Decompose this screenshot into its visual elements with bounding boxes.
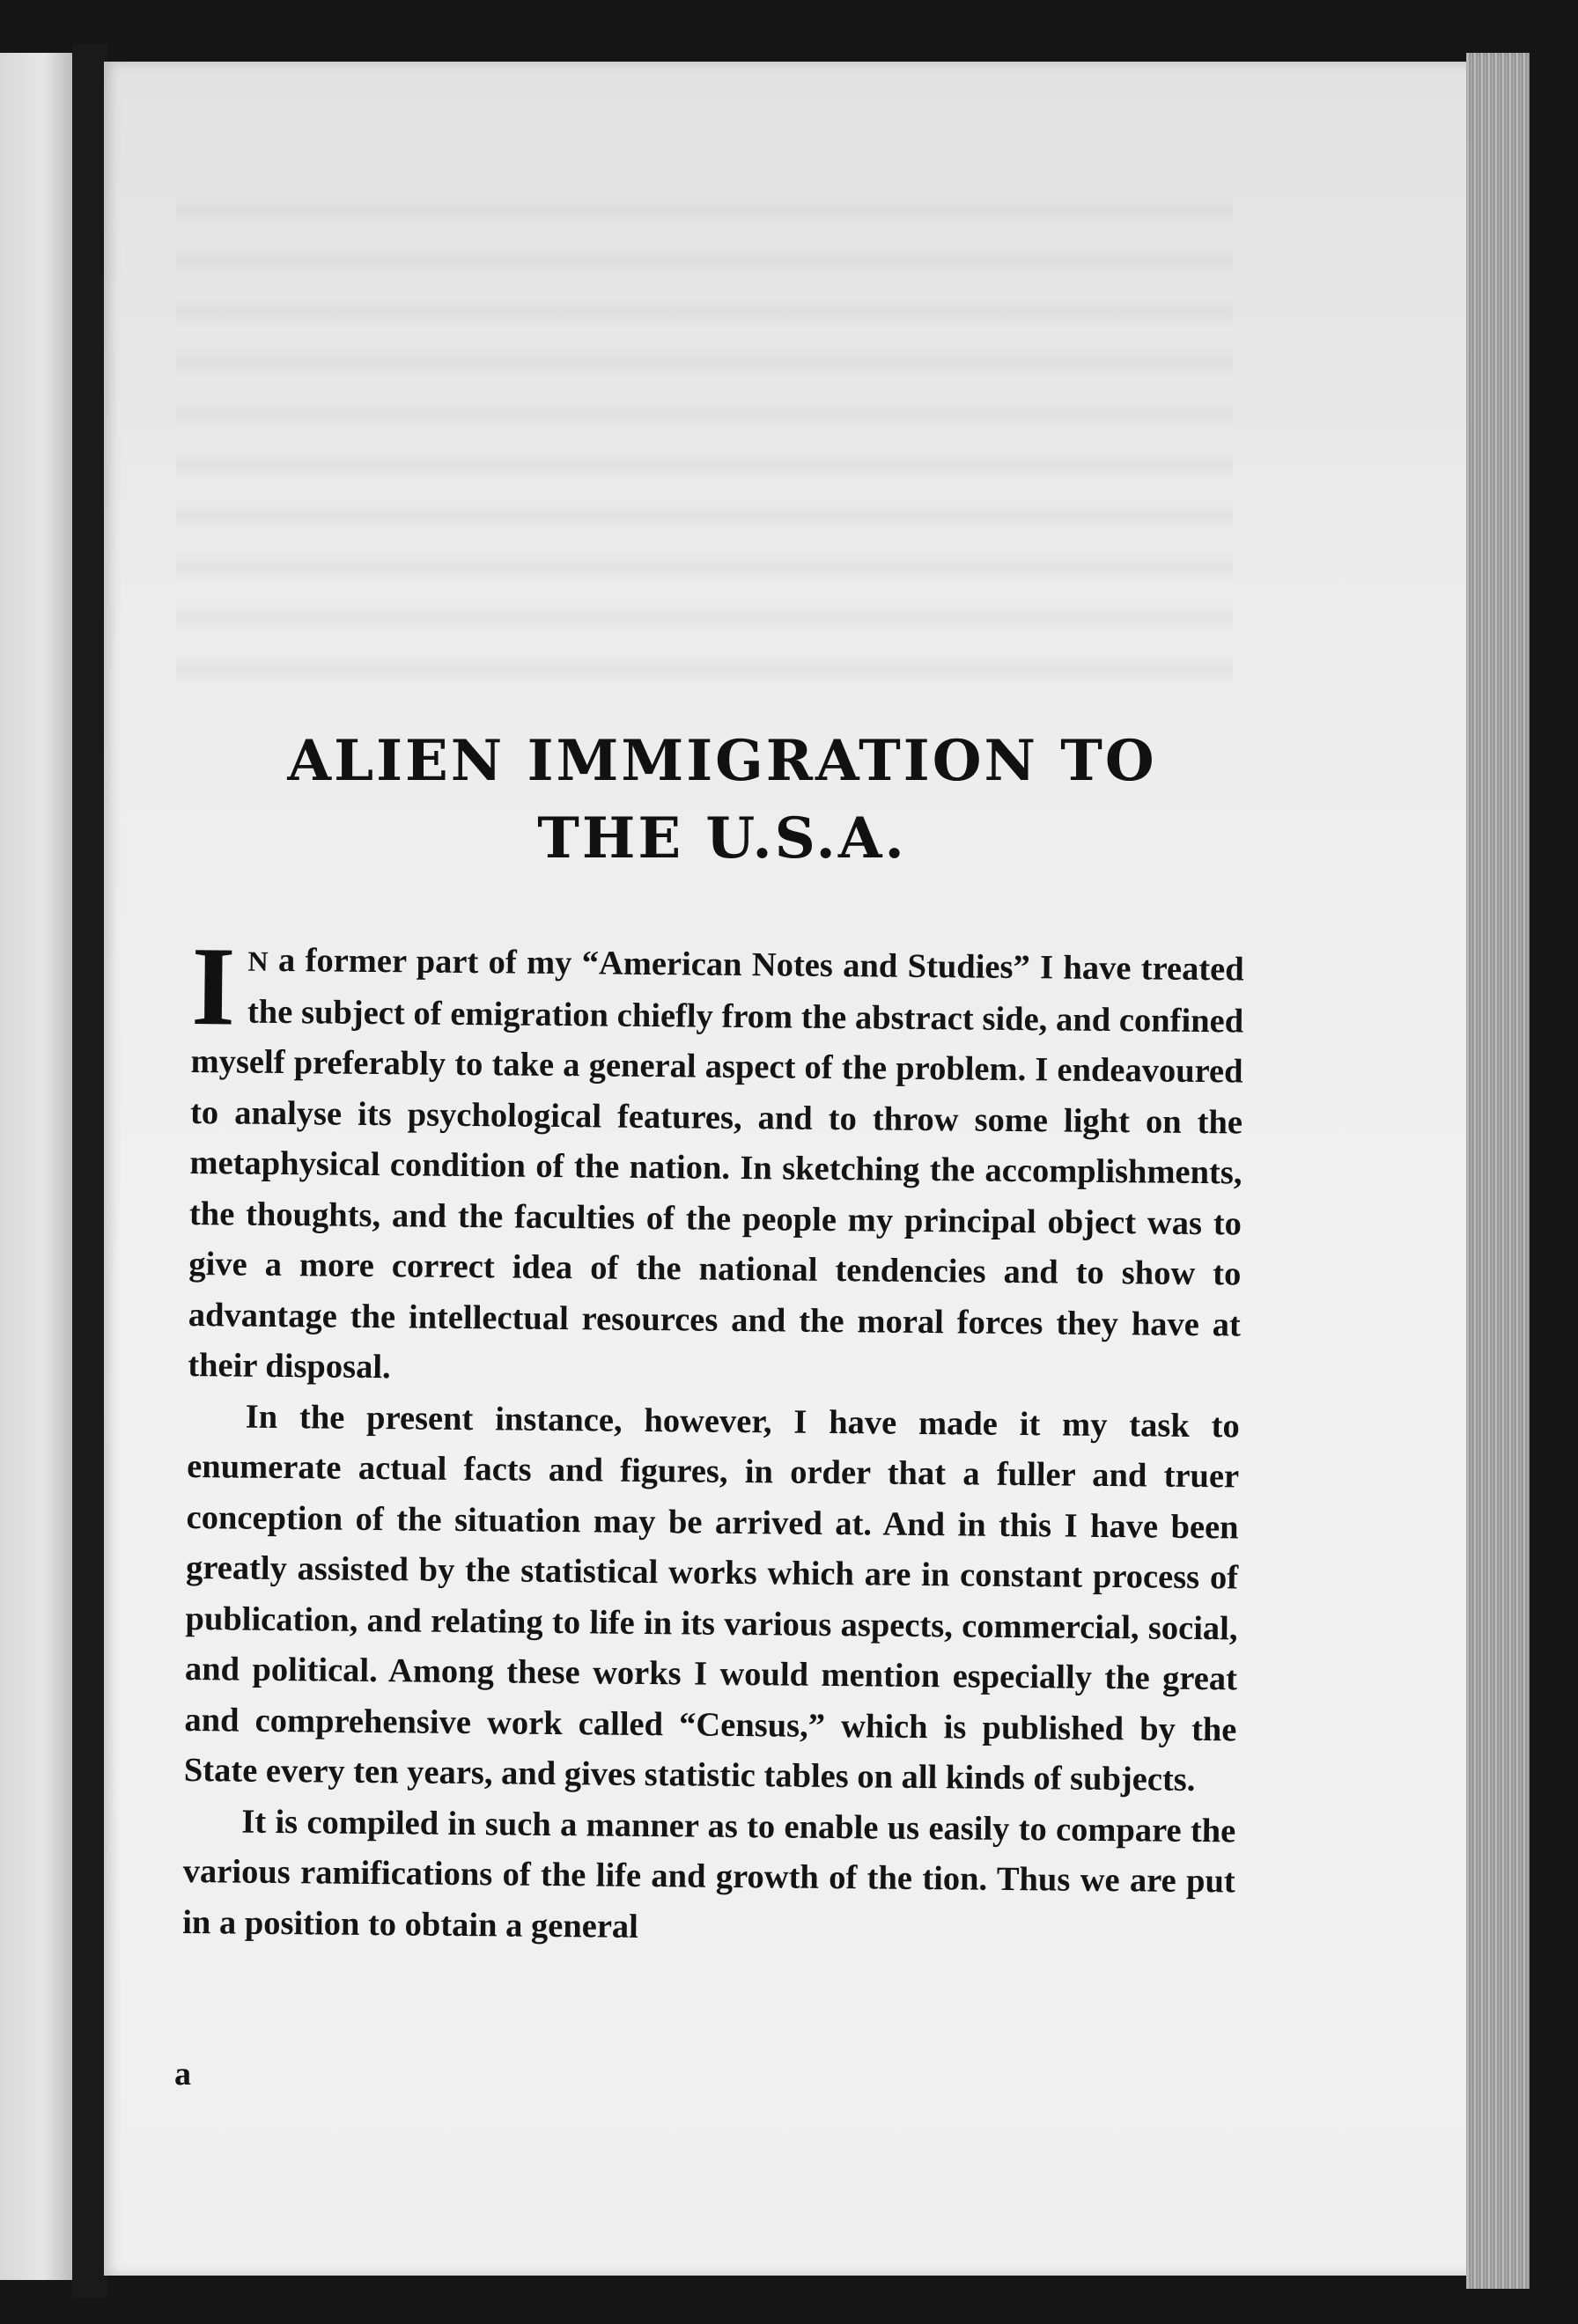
chapter-title <box>194 723 1250 878</box>
paragraph-1 <box>188 923 1244 1401</box>
book-gutter <box>72 44 107 2298</box>
body-text <box>182 923 1244 1958</box>
paragraph-3: It is compiled in such a manner as to enable us easily to compare the various ramifications of the life and growth of the tion. Thus we are put in a position to obtain a general <box>182 1803 1236 1945</box>
chapter-title-line-2: THE U.S.A. <box>537 805 907 872</box>
chapter-title-line-1: ALIEN IMMIGRATION TO <box>287 728 1157 795</box>
left-page-edge <box>0 53 72 2280</box>
drop-cap: I <box>190 923 236 1049</box>
show-through-text <box>176 194 1233 687</box>
paragraph-1-text: a former part of my “American Notes and Studies” I have treated the subject of emigration chiefly from the abstract side, and confined myself preferably to take a general aspect of the problem. I endeavoured to analyse its psychological features, and to throw some light on the metaphysical condition of the nation. In sketching the accomplishments, the thoughts, and the faculties of the people my principal object was to give a more correct idea of the national tendencies and to show to advantage the intellectual resources and the moral forces they have at their disposal. <box>188 941 1244 1386</box>
drop-cap-continuation: N <box>247 945 269 977</box>
margin-mark: a <box>174 2056 191 2092</box>
page-stack-edges <box>1466 53 1530 2289</box>
paragraph-2: In the present instance, however, I have made it my task to enumerate actual facts and figures, in order that a fuller and truer conception of the situation may be arrived at. And in this I have been greatly assisted by the statistical works which are in constant process of publication, and relating to life in its various aspects, commercial, social, and political. Among these works I would mention especially the great and comprehensive work called “Census,” which is published by the State every ten years, and gives statistic tables on all kinds of subjects. <box>183 1398 1240 1798</box>
